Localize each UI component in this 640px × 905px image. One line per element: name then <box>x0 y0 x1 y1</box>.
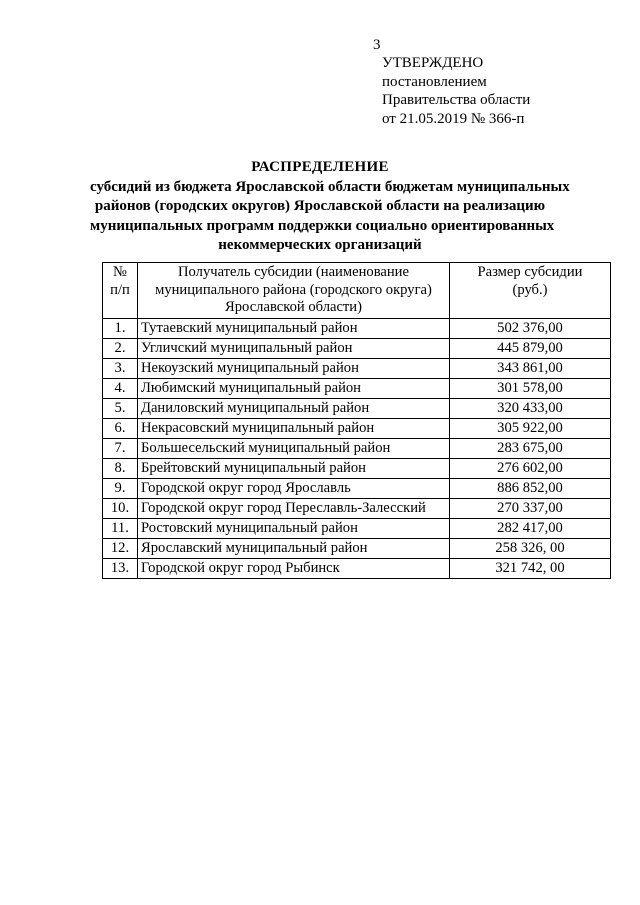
subsidy-amount: 886 852,00 <box>450 479 611 499</box>
row-number: 8. <box>103 459 138 479</box>
recipient-name: Городской округ город Переславль-Залесский <box>138 499 450 519</box>
subsidy-amount: 502 376,00 <box>450 319 611 339</box>
table-row <box>103 439 611 459</box>
header-amount-line: (руб.) <box>512 281 548 298</box>
recipient-name: Даниловский муниципальный район <box>138 399 450 419</box>
table-row <box>103 539 611 559</box>
header-recipient-line: Ярославской области) <box>225 299 362 315</box>
header-number-line: № <box>113 264 127 280</box>
row-number: 10. <box>103 499 138 519</box>
row-number: 12. <box>103 539 138 559</box>
recipient-name: Некрасовский муниципальный район <box>138 419 450 439</box>
recipient-name: Тутаевский муниципальный район <box>138 319 450 339</box>
row-number: 11. <box>103 519 138 539</box>
recipient-name: Ярославский муниципальный район <box>138 539 450 559</box>
approval-line: от 21.05.2019 № 366-п <box>382 110 525 127</box>
recipient-name: Ростовский муниципальный район <box>138 519 450 539</box>
header-number-line: п/п <box>110 281 130 298</box>
row-number: 3. <box>103 359 138 379</box>
approval-stamp <box>382 54 530 128</box>
table-row <box>103 459 611 479</box>
recipient-name: Городской округ город Ярославль <box>138 479 450 499</box>
subsidy-table <box>102 262 611 579</box>
recipient-name: Некоузский муниципальный район <box>138 359 450 379</box>
row-number: 7. <box>103 439 138 459</box>
table-row <box>103 419 611 439</box>
table-row <box>103 479 611 499</box>
approval-line: Правительства области <box>382 92 531 108</box>
row-number: 4. <box>103 379 138 399</box>
header-amount <box>450 263 611 319</box>
header-recipient <box>138 263 450 319</box>
row-number: 2. <box>103 339 138 359</box>
row-number: 13. <box>103 559 138 579</box>
subsidy-amount: 282 417,00 <box>450 519 611 539</box>
row-number: 1. <box>103 319 138 339</box>
document-subtitle-line: районов (городских округов) Ярославской области на реализацию <box>94 198 546 214</box>
header-recipient-line: муниципального района (городского округа) <box>155 281 432 298</box>
table-header-row <box>103 263 611 319</box>
row-number: 9. <box>103 479 138 499</box>
table-row <box>103 379 611 399</box>
header-recipient-line: Получатель субсидии (наименование <box>178 264 409 280</box>
subsidy-amount: 276 602,00 <box>450 459 611 479</box>
table-row <box>103 399 611 419</box>
subsidy-amount: 305 922,00 <box>450 419 611 439</box>
table-row <box>103 519 611 539</box>
subsidy-amount: 301 578,00 <box>450 379 611 399</box>
subsidy-amount: 321 742, 00 <box>450 559 611 579</box>
approval-line: УТВЕРЖДЕНО <box>382 55 484 71</box>
header-number <box>103 263 138 319</box>
table-row <box>103 499 611 519</box>
recipient-name: Большесельский муниципальный район <box>138 439 450 459</box>
subsidy-amount: 270 337,00 <box>450 499 611 519</box>
recipient-name: Любимский муниципальный район <box>138 379 450 399</box>
document-heading <box>90 158 570 255</box>
document-subtitle-line: субсидий из бюджета Ярославской области бюджетам муниципальных <box>90 178 570 195</box>
document-title: РАСПРЕДЕЛЕНИЕ <box>251 159 389 175</box>
document-subtitle-line: некоммерческих организаций <box>218 237 422 253</box>
subsidy-amount: 258 326, 00 <box>450 539 611 559</box>
header-amount-line: Размер субсидии <box>477 264 583 280</box>
document-subtitle-line: муниципальных программ поддержки социально ориентированных <box>90 217 555 234</box>
table-row <box>103 359 611 379</box>
table-row <box>103 339 611 359</box>
recipient-name: Городской округ город Рыбинск <box>138 559 450 579</box>
table-row <box>103 559 611 579</box>
table-row <box>103 319 611 339</box>
row-number: 6. <box>103 419 138 439</box>
recipient-name: Брейтовский муниципальный район <box>138 459 450 479</box>
approval-line: постановлением <box>382 73 487 90</box>
row-number: 5. <box>103 399 138 419</box>
subsidy-table-container <box>102 262 610 579</box>
page-number: 3 <box>373 37 381 53</box>
recipient-name: Угличский муниципальный район <box>138 339 450 359</box>
subsidy-amount: 320 433,00 <box>450 399 611 419</box>
subsidy-amount: 343 861,00 <box>450 359 611 379</box>
subsidy-amount: 445 879,00 <box>450 339 611 359</box>
subsidy-amount: 283 675,00 <box>450 439 611 459</box>
